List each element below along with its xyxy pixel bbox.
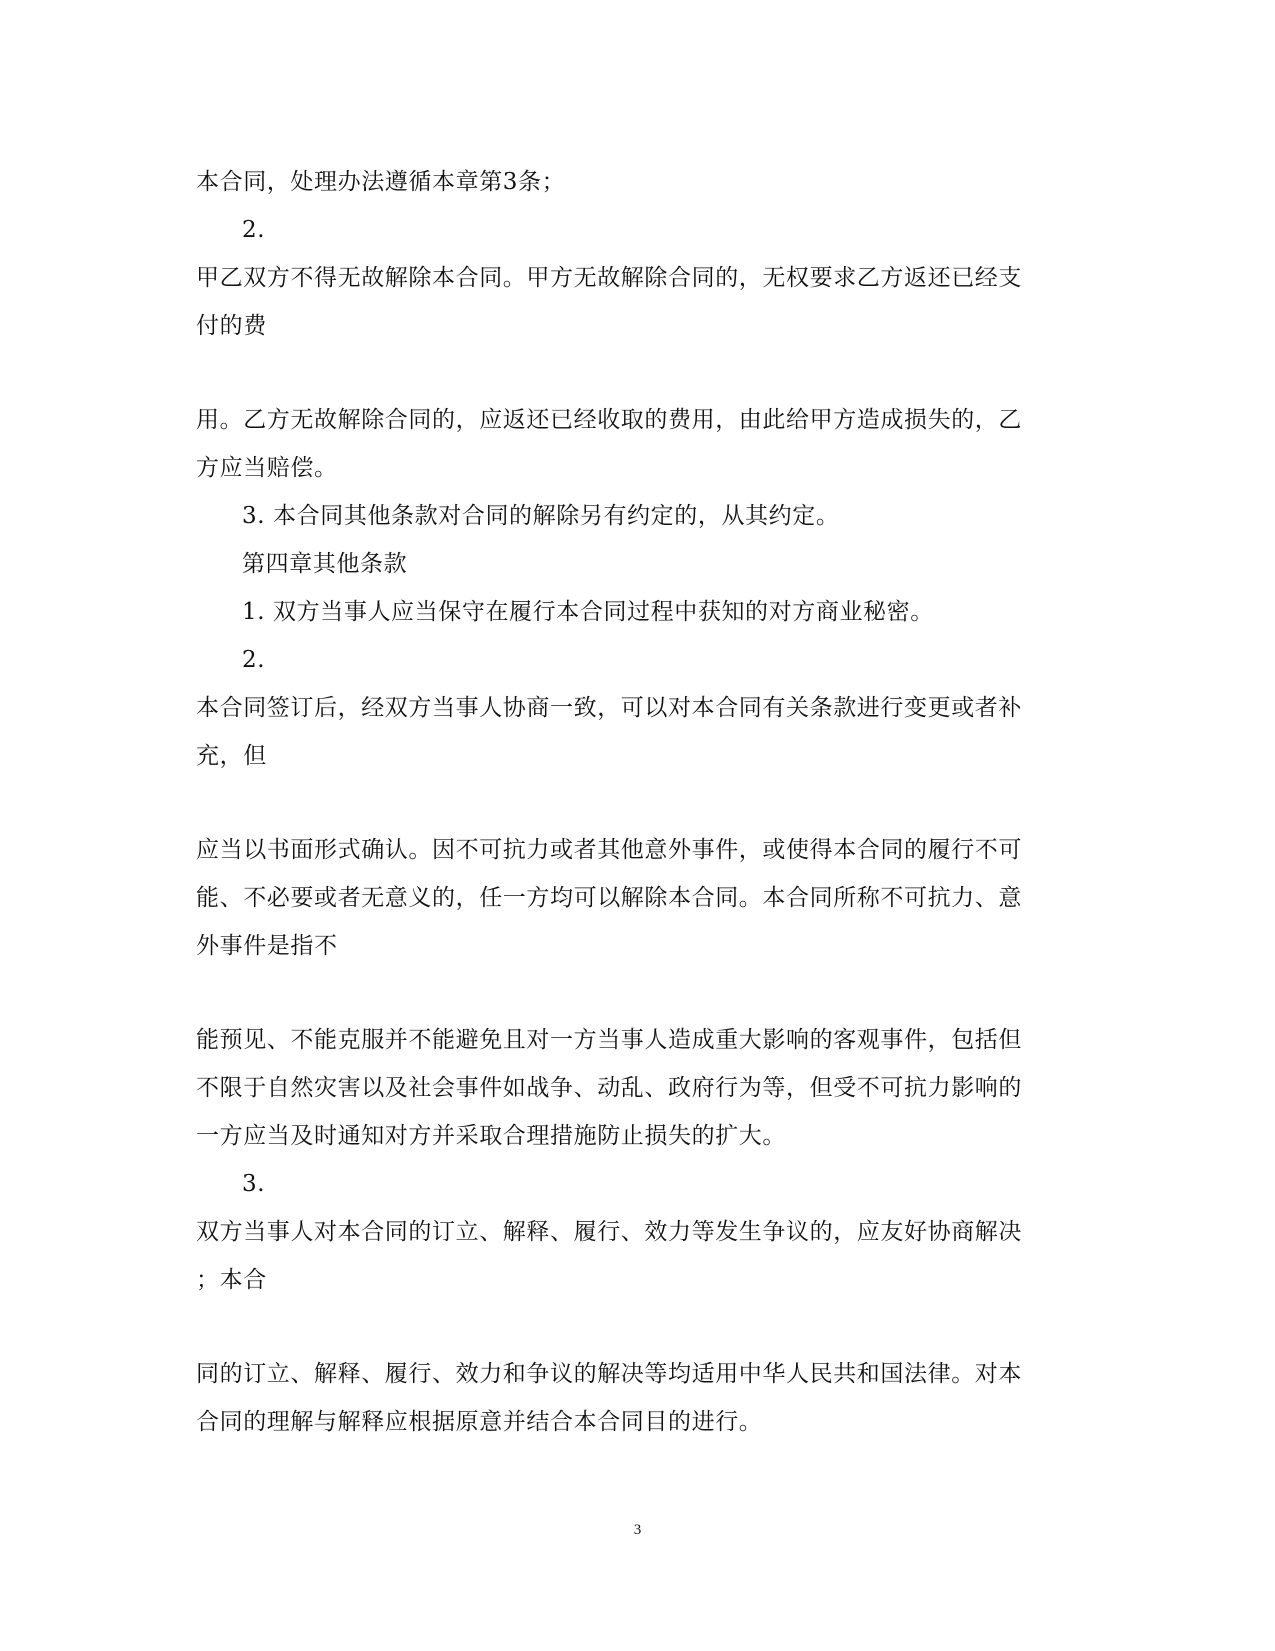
- list-number: 3.: [242, 1171, 266, 1197]
- text-line: 同的订立、解释、履行、效力和争议的解决等均适用中华人民共和国法律。对本: [196, 1361, 1022, 1387]
- list-number: 2.: [242, 217, 266, 243]
- text-line: ；本合: [196, 1267, 267, 1293]
- text-line: 一方应当及时通知对方并采取合理措施防止损失的扩大。: [196, 1123, 786, 1149]
- text-line: 本合同，处理办法遵循本章第3条；: [196, 169, 566, 195]
- text-line: 不限于自然灾害以及社会事件如战争、动乱、政府行为等，但受不可抗力影响的: [196, 1075, 1022, 1101]
- list-item: 1. 双方当事人应当保守在履行本合同过程中获知的对方商业秘密。: [242, 599, 934, 625]
- text-line: 用。乙方无故解除合同的，应返还已经收取的费用，由此给甲方造成损失的，乙: [196, 407, 1022, 433]
- text-line: 本合同签订后，经双方当事人协商一致，可以对本合同有关条款进行变更或者补: [196, 695, 1022, 721]
- chapter-heading: 第四章其他条款: [242, 551, 408, 577]
- text-line: 充，但: [196, 743, 267, 769]
- text-line: 能预见、不能克服并不能避免且对一方当事人造成重大影响的客观事件，包括但: [196, 1027, 1022, 1053]
- text-line: 双方当事人对本合同的订立、解释、履行、效力等发生争议的，应友好协商解决: [196, 1219, 1022, 1245]
- text-line: 能、不必要或者无意义的，任一方均可以解除本合同。本合同所称不可抗力、意: [196, 885, 1022, 911]
- text-line: 应当以书面形式确认。因不可抗力或者其他意外事件，或使得本合同的履行不可: [196, 837, 1022, 863]
- text-line: 方应当赔偿。: [196, 455, 338, 481]
- list-number: 2.: [242, 647, 266, 673]
- text-line: 外事件是指不: [196, 933, 338, 959]
- list-item: 3. 本合同其他条款对合同的解除另有约定的，从其约定。: [242, 503, 840, 529]
- text-line: 合同的理解与解释应根据原意并结合本合同目的进行。: [196, 1409, 763, 1435]
- text-line: 甲乙双方不得无故解除本合同。甲方无故解除合同的，无权要求乙方返还已经支: [196, 265, 1022, 291]
- page-number: 3: [633, 1522, 642, 1538]
- text-line: 付的费: [196, 313, 267, 339]
